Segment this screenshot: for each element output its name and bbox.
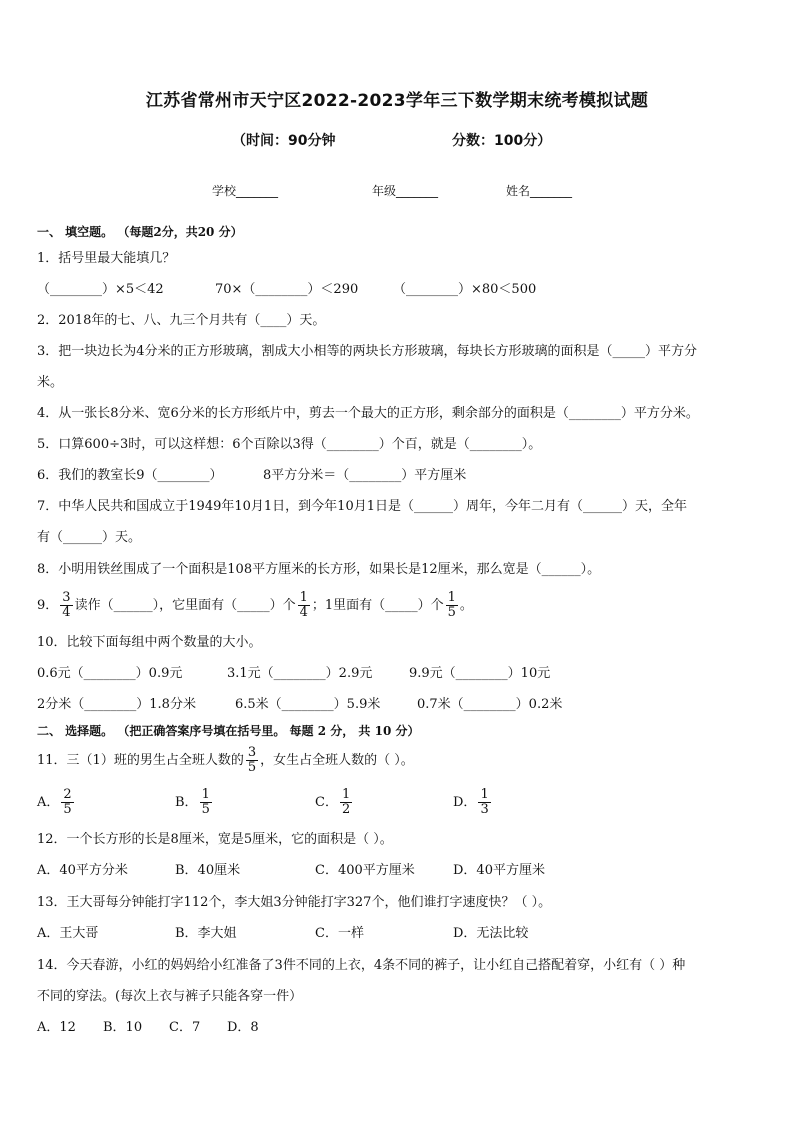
q6-item-b: 8平方分米＝（________）平方厘米 [263,468,467,483]
question-3-line2: 米。 [37,375,64,390]
q10-r2-a: 2分米（________）1.8分米 [37,697,196,712]
question-7-line1: 7．中华人民共和国成立于1949年10月1日，到今年10月1日是（______）周年，今年二月有（______）天，全年 [37,499,687,514]
q12-option-a[interactable]: A．40平方分米 [37,863,128,878]
question-13: 13．王大哥每分钟能打字112个，李大姐3分钟能打字327个，他们谁打字速度快？（ ）。 [37,895,552,910]
fraction-1-4: $\frac{1}{4}$ [299,590,308,620]
q9-text-1: 读作（______），它里面有（_____）个 [74,598,296,613]
question-14-line2: 不同的穿法。(每次上衣与裤子只能各穿一件） [37,989,303,1004]
q12-option-b[interactable]: B．40厘米 [175,863,241,878]
q11-text-pre: 11．三（1）班的男生占全班人数的 [37,753,244,768]
q11-option-c[interactable]: C． $\frac{1}{2}$ [315,787,351,817]
question-12: 12．一个长方形的长是8厘米，宽是5厘米，它的面积是（ ）。 [37,832,393,847]
question-14-line1: 14．今天春游，小红的妈妈给小红准备了3件不同的上衣，4条不同的裤子，让小红自己搭配着穿，小红有（ ）种 [37,958,686,973]
question-3-line1: 3．把一块边长为4分米的正方形玻璃，割成大小相等的两块长方形玻璃，每块长方形玻璃的面积是（_____）平方分 [37,344,698,359]
q10-r2-b: 6.5米（________）5.9米 [235,697,381,712]
q9-number: 9． [37,598,59,613]
q14-option-b[interactable]: B．10 [103,1020,143,1035]
q12-option-c[interactable]: C．400平方厘米 [315,863,415,878]
question-8: 8．小明用铁丝围成了一个面积是108平方厘米的长方形，如果长是12厘米，那么宽是（______）。 [37,562,601,577]
q10-r2-c: 0.7米（________）0.2米 [417,697,563,712]
q12-option-d[interactable]: D．40平方厘米 [453,863,545,878]
exam-time: （时间：90分钟 [232,133,336,149]
q13-option-c[interactable]: C．一样 [315,926,364,941]
section2-heading: 二、 选择题。 （把正确答案序号填在括号里。 每题 2 分， 共 10 分） [37,724,420,738]
q9-text-2: ；1里面有（_____）个 [311,598,444,613]
question-2: 2．2018年的七、八、九三个月共有（____）天。 [37,313,326,328]
grade-field[interactable]: 年级_______ [372,184,439,198]
question-9 [37,590,764,622]
school-field[interactable]: 学校_______ [212,184,279,198]
exam-score: 分数：100分） [452,133,552,149]
q11-option-a[interactable]: A． $\frac{2}{5}$ [37,787,72,817]
q11-text-post: ，女生占全班人数的（ ）。 [260,753,414,768]
q10-r1-b: 3.1元（________）2.9元 [227,666,373,681]
q14-option-d[interactable]: D．8 [227,1020,259,1035]
q10-r1-c: 9.9元（________）10元 [409,666,551,681]
q1-item-c: （________）×80＜500 [393,282,537,297]
fraction-3-4: $\frac{3}{4}$ [62,590,71,620]
q9-text-3: 。 [459,598,473,613]
q1-item-a: （________）×5＜42 [37,282,164,297]
fraction-3-5: $\frac{3}{5}$ [247,745,257,775]
question-4: 4．从一张长8分米、宽6分米的长方形纸片中，剪去一个最大的正方形，剩余部分的面积是（________）平方分米。 [37,406,699,421]
q10-r1-a: 0.6元（________）0.9元 [37,666,183,681]
question-5: 5．口算600÷3时，可以这样想：6个百除以3得（________）个百，就是（________）。 [37,437,542,452]
q11-option-b[interactable]: B． $\frac{1}{5}$ [175,787,210,817]
q11-option-d[interactable]: D． $\frac{1}{3}$ [453,787,489,817]
q14-option-c[interactable]: C．7 [169,1020,201,1035]
q13-option-d[interactable]: D．无法比较 [453,926,529,941]
name-field[interactable]: 姓名_______ [506,184,573,198]
page-title: 江苏省常州市天宁区2022-2023学年三下数学期末统考模拟试题 [145,91,649,111]
q13-option-b[interactable]: B．李大姐 [175,926,237,941]
section1-heading: 一、 填空题。 （每题2分，共20 分） [37,225,243,239]
question-1: 1．括号里最大能填几？ [37,251,176,266]
q1-item-b: 70×（________）＜290 [215,282,359,297]
question-11 [37,745,764,777]
question-10: 10．比较下面每组中两个数量的大小。 [37,635,262,650]
q14-option-a[interactable]: A．12 [37,1020,76,1035]
q6-item-a: 6．我们的教室长9（________） [37,468,223,483]
fraction-1-5: $\frac{1}{5}$ [447,590,456,620]
question-7-line2: 有（______）天。 [37,530,142,545]
q13-option-a[interactable]: A．王大哥 [37,926,99,941]
